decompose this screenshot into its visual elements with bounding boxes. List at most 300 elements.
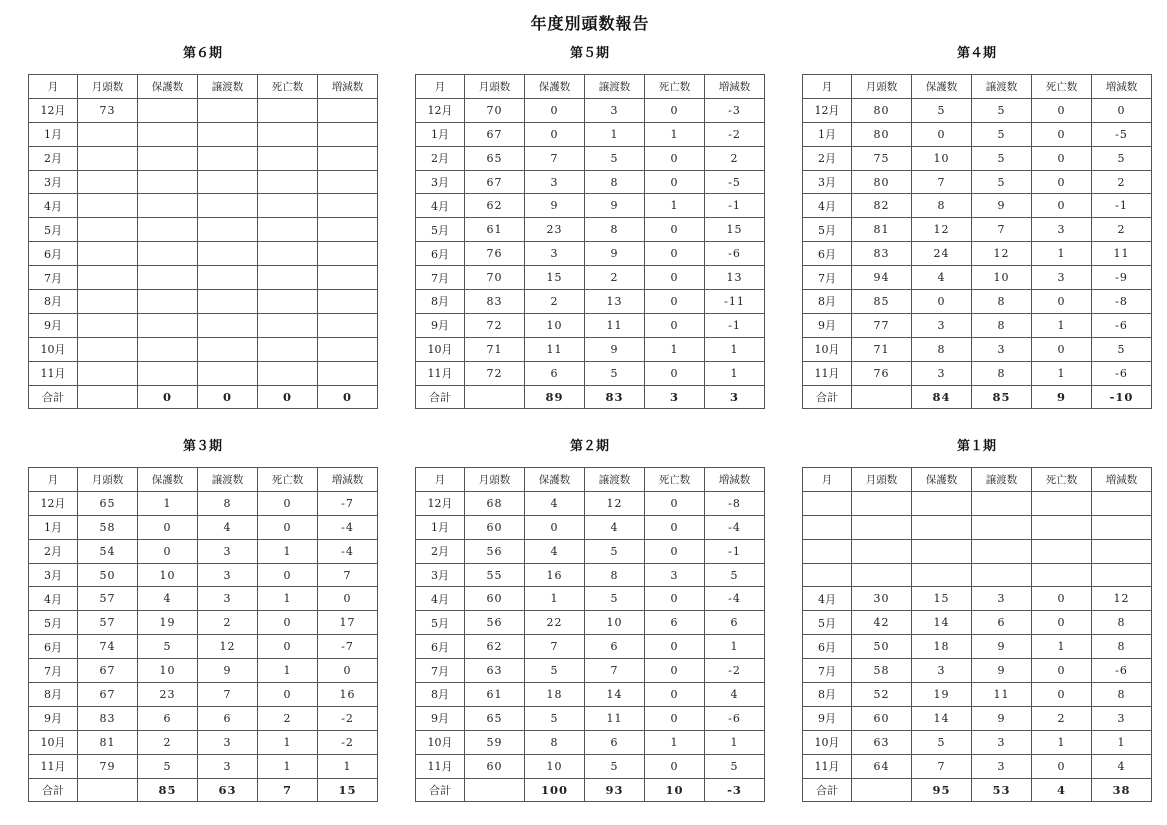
- value-cell: 9: [972, 194, 1032, 218]
- table-row: [29, 659, 378, 683]
- value-cell: 0: [645, 635, 705, 659]
- month-cell: 9月: [416, 706, 465, 730]
- value-cell: 11: [525, 337, 585, 361]
- table-row: [416, 146, 765, 170]
- value-cell: 12: [1092, 587, 1152, 611]
- total-label: 合計: [803, 778, 852, 802]
- value-cell: -6: [1092, 361, 1152, 385]
- month-cell: 11月: [416, 754, 465, 778]
- value-cell: 7: [198, 683, 258, 707]
- value-cell: [852, 563, 912, 587]
- period-title: 第２期: [569, 439, 609, 454]
- value-cell: 5: [1092, 146, 1152, 170]
- month-cell: 4月: [803, 194, 852, 218]
- value-cell: [198, 194, 258, 218]
- value-cell: 3: [198, 730, 258, 754]
- value-cell: [78, 218, 138, 242]
- column-header: 死亡数: [1032, 75, 1092, 99]
- value-cell: [78, 170, 138, 194]
- value-cell: 18: [912, 635, 972, 659]
- value-cell: 2: [1092, 218, 1152, 242]
- value-cell: -6: [705, 706, 765, 730]
- table-row: [803, 194, 1152, 218]
- value-cell: 77: [852, 313, 912, 337]
- value-cell: 3: [198, 539, 258, 563]
- value-cell: [852, 515, 912, 539]
- value-cell: 0: [645, 754, 705, 778]
- value-cell: 5: [585, 361, 645, 385]
- value-cell: 57: [78, 587, 138, 611]
- value-cell: 60: [465, 587, 525, 611]
- total-cell: 0: [198, 385, 258, 409]
- value-cell: [138, 194, 198, 218]
- month-cell: 9月: [29, 706, 78, 730]
- value-cell: [198, 337, 258, 361]
- month-cell: 5月: [803, 218, 852, 242]
- value-cell: 11: [972, 683, 1032, 707]
- table-row: [416, 361, 765, 385]
- table-row: [29, 242, 378, 266]
- value-cell: 5: [972, 122, 1032, 146]
- value-cell: [78, 313, 138, 337]
- value-cell: 0: [1032, 194, 1092, 218]
- value-cell: [78, 361, 138, 385]
- value-cell: 72: [465, 313, 525, 337]
- value-cell: 0: [1032, 754, 1092, 778]
- value-cell: 50: [78, 563, 138, 587]
- table-row: [416, 706, 765, 730]
- value-cell: 0: [318, 659, 378, 683]
- month-cell: 7月: [29, 266, 78, 290]
- value-cell: 0: [645, 683, 705, 707]
- total-cell: 4: [1032, 778, 1092, 802]
- value-cell: 0: [1032, 659, 1092, 683]
- value-cell: 0: [1032, 611, 1092, 635]
- value-cell: 94: [852, 266, 912, 290]
- value-cell: 80: [852, 170, 912, 194]
- value-cell: [912, 539, 972, 563]
- column-header: 増減数: [1092, 468, 1152, 492]
- value-cell: -6: [705, 242, 765, 266]
- table-row: [803, 730, 1152, 754]
- total-cell: 85: [138, 778, 198, 802]
- header-row: [416, 468, 765, 492]
- value-cell: [1032, 563, 1092, 587]
- table-row: [803, 98, 1152, 122]
- month-cell: 4月: [29, 587, 78, 611]
- table-row: [29, 754, 378, 778]
- value-cell: 74: [78, 635, 138, 659]
- month-cell: [803, 491, 852, 515]
- value-cell: 6: [198, 706, 258, 730]
- value-cell: 8: [1092, 683, 1152, 707]
- period-panel: [28, 437, 377, 802]
- value-cell: [138, 98, 198, 122]
- header-row: [29, 468, 378, 492]
- value-cell: [138, 290, 198, 314]
- value-cell: 19: [912, 683, 972, 707]
- value-cell: 3: [1032, 266, 1092, 290]
- value-cell: 1: [705, 361, 765, 385]
- value-cell: 10: [912, 146, 972, 170]
- value-cell: 12: [912, 218, 972, 242]
- total-cell: -3: [705, 778, 765, 802]
- value-cell: 11: [1092, 242, 1152, 266]
- value-cell: 76: [852, 361, 912, 385]
- value-cell: 63: [852, 730, 912, 754]
- value-cell: [258, 194, 318, 218]
- table-row: [29, 122, 378, 146]
- total-label: 合計: [416, 385, 465, 409]
- month-cell: 4月: [803, 587, 852, 611]
- value-cell: 1: [645, 730, 705, 754]
- total-cell: 0: [258, 385, 318, 409]
- column-header: 増減数: [705, 468, 765, 492]
- total-cell: 63: [198, 778, 258, 802]
- value-cell: 14: [912, 706, 972, 730]
- total-cell: 3: [705, 385, 765, 409]
- value-cell: -1: [705, 313, 765, 337]
- total-row: [803, 385, 1152, 409]
- value-cell: 1: [138, 491, 198, 515]
- value-cell: [852, 539, 912, 563]
- value-cell: 5: [705, 563, 765, 587]
- value-cell: 3: [198, 587, 258, 611]
- month-cell: 1月: [29, 515, 78, 539]
- value-cell: [78, 242, 138, 266]
- value-cell: 16: [525, 563, 585, 587]
- value-cell: 56: [465, 539, 525, 563]
- value-cell: 4: [705, 683, 765, 707]
- value-cell: 56: [465, 611, 525, 635]
- value-cell: 76: [465, 242, 525, 266]
- value-cell: 67: [78, 659, 138, 683]
- value-cell: [258, 337, 318, 361]
- value-cell: -3: [705, 98, 765, 122]
- value-cell: 0: [138, 515, 198, 539]
- column-header: 譲渡数: [585, 75, 645, 99]
- period-panel: [802, 44, 1151, 409]
- column-header: 月頭数: [78, 468, 138, 492]
- table-row: [29, 218, 378, 242]
- header-row: [803, 468, 1152, 492]
- value-cell: 83: [852, 242, 912, 266]
- value-cell: 0: [645, 706, 705, 730]
- table-row: [416, 635, 765, 659]
- table-row: [416, 659, 765, 683]
- value-cell: 1: [645, 337, 705, 361]
- value-cell: [318, 313, 378, 337]
- value-cell: 9: [972, 659, 1032, 683]
- value-cell: [972, 563, 1032, 587]
- month-cell: 9月: [803, 706, 852, 730]
- value-cell: 0: [258, 515, 318, 539]
- total-cell: 38: [1092, 778, 1152, 802]
- value-cell: [138, 122, 198, 146]
- value-cell: 9: [198, 659, 258, 683]
- value-cell: 2: [1092, 170, 1152, 194]
- table-row: [803, 659, 1152, 683]
- value-cell: 10: [525, 754, 585, 778]
- value-cell: [972, 515, 1032, 539]
- table-row: [416, 587, 765, 611]
- value-cell: [198, 122, 258, 146]
- table-row: [803, 170, 1152, 194]
- value-cell: 81: [852, 218, 912, 242]
- month-cell: 5月: [416, 218, 465, 242]
- value-cell: -6: [1092, 659, 1152, 683]
- value-cell: [258, 98, 318, 122]
- value-cell: 1: [258, 730, 318, 754]
- period-table: [415, 74, 765, 409]
- table-row: [803, 611, 1152, 635]
- table-row: [29, 587, 378, 611]
- value-cell: 5: [525, 706, 585, 730]
- value-cell: -1: [1092, 194, 1152, 218]
- value-cell: 6: [525, 361, 585, 385]
- value-cell: 9: [972, 706, 1032, 730]
- table-row: [416, 611, 765, 635]
- table-row: [803, 122, 1152, 146]
- value-cell: 3: [645, 563, 705, 587]
- report-title: 年度別頭数報告: [530, 14, 650, 33]
- total-cell: 100: [525, 778, 585, 802]
- value-cell: 75: [852, 146, 912, 170]
- month-cell: 3月: [416, 170, 465, 194]
- period-title: 第６期: [182, 46, 222, 61]
- value-cell: 1: [258, 754, 318, 778]
- total-cell: 9: [1032, 385, 1092, 409]
- table-row: [416, 754, 765, 778]
- value-cell: 5: [972, 170, 1032, 194]
- value-cell: 5: [138, 635, 198, 659]
- value-cell: 9: [585, 337, 645, 361]
- total-cell: [78, 778, 138, 802]
- total-cell: 53: [972, 778, 1032, 802]
- month-cell: 2月: [803, 146, 852, 170]
- total-cell: 95: [912, 778, 972, 802]
- month-cell: 8月: [803, 290, 852, 314]
- value-cell: 6: [705, 611, 765, 635]
- table-row: [29, 730, 378, 754]
- value-cell: 0: [645, 242, 705, 266]
- table-row: [803, 337, 1152, 361]
- value-cell: -5: [1092, 122, 1152, 146]
- value-cell: 1: [1032, 635, 1092, 659]
- total-cell: [852, 778, 912, 802]
- value-cell: [852, 491, 912, 515]
- value-cell: [138, 337, 198, 361]
- value-cell: 72: [465, 361, 525, 385]
- value-cell: 10: [585, 611, 645, 635]
- value-cell: 15: [705, 218, 765, 242]
- value-cell: 19: [138, 611, 198, 635]
- value-cell: 3: [1092, 706, 1152, 730]
- value-cell: 7: [525, 146, 585, 170]
- column-header: 譲渡数: [972, 468, 1032, 492]
- value-cell: 11: [585, 313, 645, 337]
- value-cell: 8: [912, 194, 972, 218]
- total-row: [29, 385, 378, 409]
- total-cell: [852, 385, 912, 409]
- value-cell: 13: [585, 290, 645, 314]
- value-cell: 1: [705, 730, 765, 754]
- value-cell: 83: [465, 290, 525, 314]
- table-row: [803, 683, 1152, 707]
- value-cell: [318, 290, 378, 314]
- header-row: [29, 75, 378, 99]
- table-row: [29, 170, 378, 194]
- column-header: 死亡数: [645, 75, 705, 99]
- month-cell: 5月: [803, 611, 852, 635]
- table-row: [416, 98, 765, 122]
- value-cell: 3: [912, 313, 972, 337]
- period-title: 第３期: [182, 439, 222, 454]
- total-cell: 84: [912, 385, 972, 409]
- value-cell: 1: [1032, 361, 1092, 385]
- value-cell: [258, 218, 318, 242]
- value-cell: 65: [465, 706, 525, 730]
- period-table: [802, 467, 1152, 802]
- value-cell: 1: [645, 122, 705, 146]
- column-header: 月: [416, 75, 465, 99]
- value-cell: [198, 98, 258, 122]
- period-panel: [415, 437, 764, 802]
- value-cell: 0: [645, 539, 705, 563]
- month-cell: 8月: [29, 290, 78, 314]
- value-cell: 9: [972, 635, 1032, 659]
- value-cell: 60: [465, 754, 525, 778]
- value-cell: [1032, 515, 1092, 539]
- period-panel: [802, 437, 1151, 802]
- value-cell: 4: [525, 539, 585, 563]
- month-cell: 10月: [416, 730, 465, 754]
- value-cell: -1: [705, 194, 765, 218]
- value-cell: 71: [465, 337, 525, 361]
- value-cell: 12: [585, 491, 645, 515]
- value-cell: 8: [972, 361, 1032, 385]
- value-cell: 5: [912, 730, 972, 754]
- header-row: [416, 75, 765, 99]
- column-header: 譲渡数: [198, 468, 258, 492]
- value-cell: 7: [525, 635, 585, 659]
- table-row: [29, 266, 378, 290]
- value-cell: 3: [972, 337, 1032, 361]
- value-cell: 2: [1032, 706, 1092, 730]
- table-row: [29, 361, 378, 385]
- total-label: 合計: [416, 778, 465, 802]
- column-header: 保護数: [912, 75, 972, 99]
- month-cell: 8月: [416, 683, 465, 707]
- table-row: [803, 539, 1152, 563]
- total-cell: 3: [645, 385, 705, 409]
- value-cell: 67: [465, 170, 525, 194]
- value-cell: 1: [318, 754, 378, 778]
- value-cell: 0: [318, 587, 378, 611]
- value-cell: [318, 146, 378, 170]
- total-cell: -10: [1092, 385, 1152, 409]
- value-cell: 0: [912, 290, 972, 314]
- value-cell: 5: [585, 539, 645, 563]
- value-cell: [258, 242, 318, 266]
- month-cell: 11月: [29, 754, 78, 778]
- column-header: 譲渡数: [972, 75, 1032, 99]
- value-cell: 4: [912, 266, 972, 290]
- month-cell: 6月: [416, 635, 465, 659]
- value-cell: 10: [525, 313, 585, 337]
- month-cell: 10月: [803, 337, 852, 361]
- table-row: [803, 706, 1152, 730]
- value-cell: 15: [912, 587, 972, 611]
- value-cell: [138, 266, 198, 290]
- value-cell: -5: [705, 170, 765, 194]
- value-cell: 8: [585, 218, 645, 242]
- value-cell: 14: [585, 683, 645, 707]
- total-row: [416, 778, 765, 802]
- value-cell: 1: [258, 659, 318, 683]
- column-header: 保護数: [138, 75, 198, 99]
- value-cell: [138, 313, 198, 337]
- value-cell: [198, 170, 258, 194]
- table-row: [29, 635, 378, 659]
- value-cell: [198, 361, 258, 385]
- month-cell: 6月: [29, 635, 78, 659]
- column-header: 月: [803, 75, 852, 99]
- column-header: 月: [803, 468, 852, 492]
- value-cell: 71: [852, 337, 912, 361]
- value-cell: 3: [972, 754, 1032, 778]
- value-cell: 2: [138, 730, 198, 754]
- value-cell: [318, 170, 378, 194]
- month-cell: 10月: [29, 337, 78, 361]
- value-cell: -4: [705, 587, 765, 611]
- value-cell: [78, 337, 138, 361]
- value-cell: [1092, 515, 1152, 539]
- value-cell: -9: [1092, 266, 1152, 290]
- value-cell: 0: [1092, 98, 1152, 122]
- value-cell: 65: [465, 146, 525, 170]
- value-cell: 0: [645, 98, 705, 122]
- value-cell: 6: [972, 611, 1032, 635]
- value-cell: 0: [1032, 290, 1092, 314]
- value-cell: 2: [705, 146, 765, 170]
- value-cell: 70: [465, 98, 525, 122]
- value-cell: 6: [585, 635, 645, 659]
- month-cell: 1月: [29, 122, 78, 146]
- total-row: [416, 385, 765, 409]
- month-cell: 1月: [416, 122, 465, 146]
- value-cell: 0: [258, 491, 318, 515]
- month-cell: 11月: [803, 754, 852, 778]
- period-title: 第５期: [569, 46, 609, 61]
- total-cell: 7: [258, 778, 318, 802]
- month-cell: [803, 563, 852, 587]
- value-cell: 2: [525, 290, 585, 314]
- value-cell: 18: [525, 683, 585, 707]
- month-cell: 2月: [29, 539, 78, 563]
- month-cell: [803, 515, 852, 539]
- month-cell: 12月: [29, 98, 78, 122]
- value-cell: 1: [1032, 313, 1092, 337]
- table-row: [29, 706, 378, 730]
- table-row: [416, 491, 765, 515]
- table-row: [416, 515, 765, 539]
- table-row: [29, 515, 378, 539]
- value-cell: 50: [852, 635, 912, 659]
- month-cell: 3月: [29, 170, 78, 194]
- value-cell: [912, 563, 972, 587]
- value-cell: [912, 515, 972, 539]
